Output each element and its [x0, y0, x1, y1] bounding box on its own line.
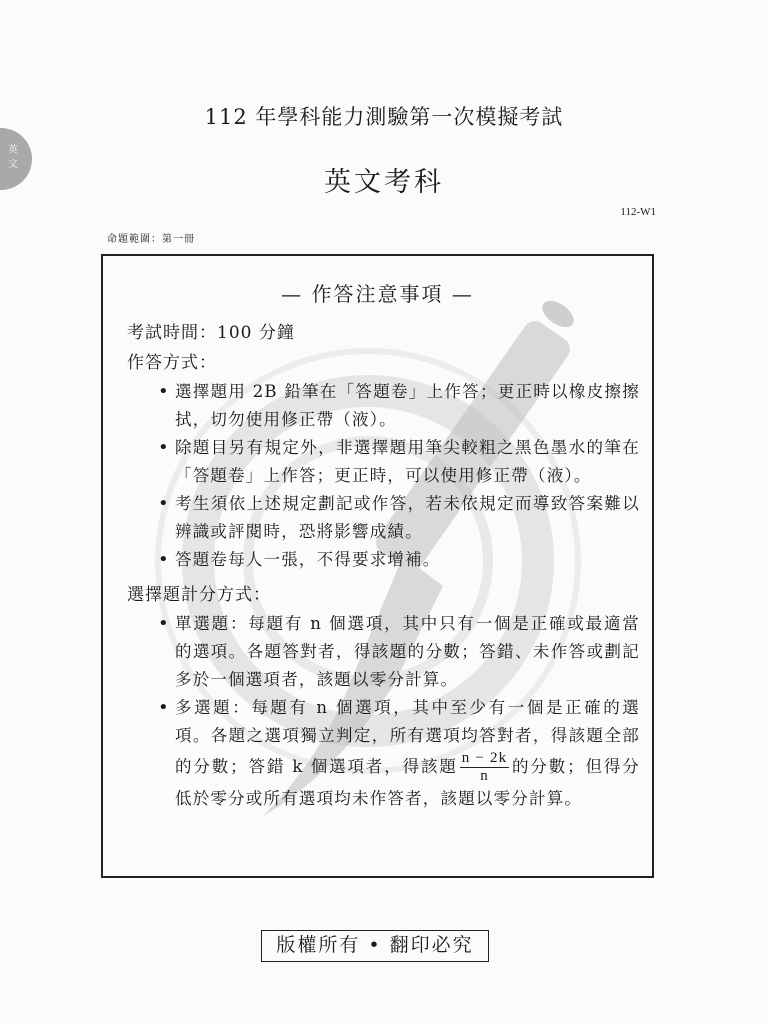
exam-time: 考試時間：100 分鐘: [127, 323, 295, 343]
notice-content: [127, 318, 642, 813]
fraction-denominator: n: [480, 768, 489, 784]
multi-choice-text-after: 的分數；但得分低於零分或所有選項均未作答者，該題以零分計算。: [175, 757, 641, 808]
multi-choice-rule: [127, 694, 642, 813]
exam-title: 112 年學科能力測驗第一次模擬考試: [204, 105, 564, 129]
scoring-list: [127, 610, 642, 813]
side-tab-char-1: 英: [8, 145, 18, 156]
side-tab-char-2: 文: [8, 159, 18, 170]
copyright-notice: 版權所有 • 翻印必究: [261, 930, 489, 962]
list-item: • 除題目另有規定外，非選擇題用筆尖較粗之黑色墨水的筆在「答題卷」上作答；更正時，可以使用修正帶（液）。: [127, 434, 642, 490]
subject-title: 英文考科: [324, 167, 444, 198]
instructions-box: [101, 254, 654, 878]
scoring-label: 選擇題計分方式：: [127, 585, 271, 605]
list-item: • 選擇題用 2B 鉛筆在「答題卷」上作答；更正時以橡皮擦擦拭，切勿使用修正帶（液）。: [127, 378, 642, 434]
score-fraction: [460, 750, 510, 785]
list-item: • 答題卷每人一張，不得要求增補。: [127, 546, 642, 574]
method-label: 作答方式：: [127, 353, 217, 373]
fraction-numerator: n − 2k: [461, 750, 508, 766]
single-choice-rule: • 單選題：每題有 n 個選項，其中只有一個是正確或最適當的選項。各題答對者，得該題的分數；答錯、未作答或劃記多於一個選項者，該題以零分計算。: [127, 610, 642, 694]
notice-heading: — 作答注意事項 —: [281, 282, 474, 306]
method-list: [127, 378, 642, 574]
list-item: • 考生須依上述規定劃記或作答，若未依規定而導致答案難以辨識或評閱時，恐將影響成績。: [127, 490, 642, 546]
exam-scope: 命題範圍：第一冊: [107, 234, 195, 245]
multi-choice-text-before: 多選題：每題有 n 個選項，其中至少有一個是正確的選項。各題之選項獨立判定，所有選項均答對者，得該題全部的分數；答錯 k 個選項者，得該題: [175, 698, 640, 776]
exam-code: 112-W1: [620, 206, 656, 218]
